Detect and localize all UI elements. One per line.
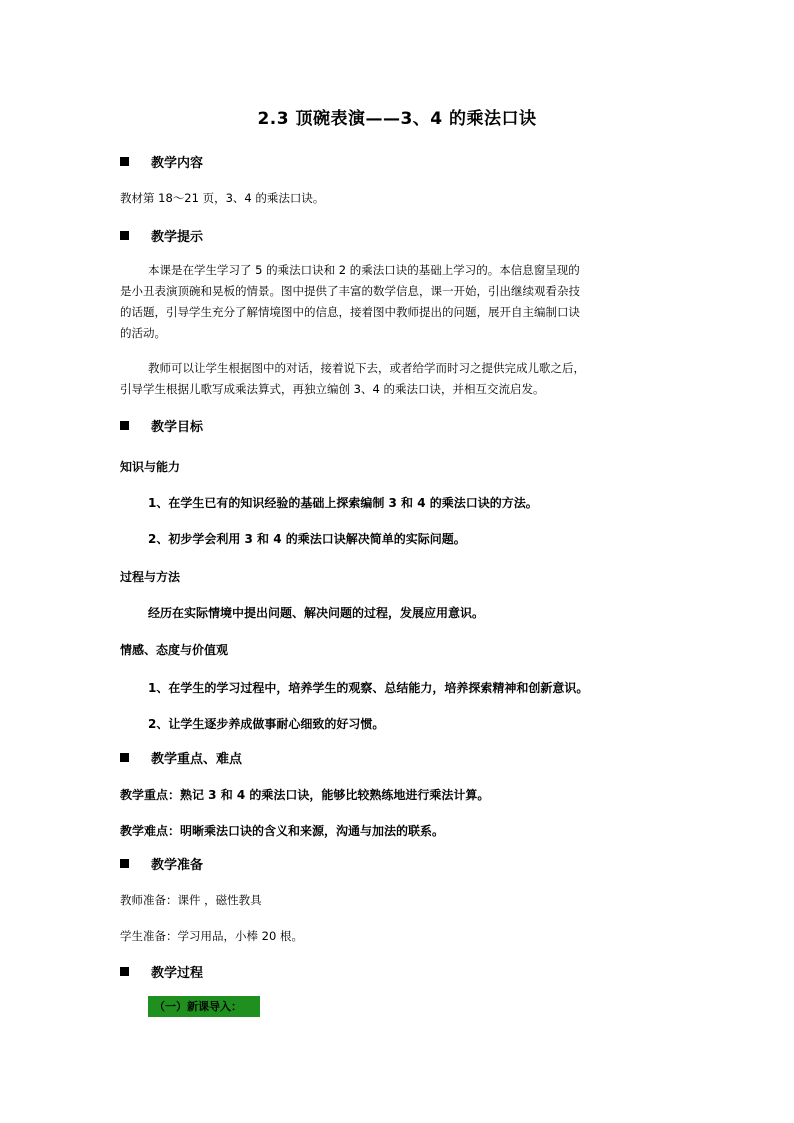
heading-hint xyxy=(120,226,203,245)
square-bullet-icon xyxy=(120,231,129,240)
square-bullet-icon xyxy=(120,157,129,166)
hint-paragraph-1-line: 是小丑表演顶碗和晃板的情景。图中提供了丰富的数学信息，课一开始，引出继续观看杂技 xyxy=(120,284,580,298)
heading-prep xyxy=(120,854,203,873)
goal-knowledge-item: 2、初步学会利用 3 和 4 的乘法口诀解决简单的实际问题。 xyxy=(148,532,466,546)
hint-paragraph-2-line: 引导学生根据儿歌写成乘法算式，再独立编创 3、4 的乘法口诀，并相互交流启发。 xyxy=(120,382,545,396)
hint-paragraph-2-line: 教师可以让学生根据图中的对话，接着说下去，或者给学而时习之提供完成儿歌之后， xyxy=(148,361,585,375)
heading-label: 教学重点、难点 xyxy=(151,752,243,767)
heading-process xyxy=(120,962,203,981)
keypoint-focus: 教学重点：熟记 3 和 4 的乘法口诀，能够比较熟练地进行乘法计算。 xyxy=(120,788,490,802)
goal-knowledge-item: 1、在学生已有的知识经验的基础上探索编制 3 和 4 的乘法口诀的方法。 xyxy=(148,496,538,510)
heading-goals xyxy=(120,416,203,435)
square-bullet-icon xyxy=(120,859,129,868)
heading-content xyxy=(120,152,203,171)
heading-label: 教学目标 xyxy=(151,420,204,435)
hint-paragraph-1-line: 本课是在学生学习了 5 的乘法口诀和 2 的乘法口诀的基础上学习的。本信息窗呈现的 xyxy=(148,263,580,277)
hint-paragraph-1-line: 的话题，引导学生充分了解情境图中的信息，接着图中教师提出的问题，展开自主编制口诀 xyxy=(120,305,580,319)
heading-label: 教学准备 xyxy=(151,858,204,873)
goal-emotion-label: 情感、态度与价值观 xyxy=(120,643,229,657)
content-text: 教材第 18～21 页，3、4 的乘法口诀。 xyxy=(120,191,325,205)
process-step-1-highlight: （一）新课导入： xyxy=(148,996,260,1017)
prep-student: 学生准备：学习用品，小棒 20 根。 xyxy=(120,929,303,943)
goal-process-item: 经历在实际情境中提出问题、解决问题的过程，发展应用意识。 xyxy=(148,606,485,620)
heading-label: 教学过程 xyxy=(151,966,204,981)
heading-label: 教学内容 xyxy=(151,156,204,171)
heading-label: 教学提示 xyxy=(151,230,204,245)
keypoint-difficulty: 教学难点：明晰乘法口诀的含义和来源，沟通与加法的联系。 xyxy=(120,824,445,838)
page-title: 2.3 顶碗表演——3、4 的乘法口诀 xyxy=(257,109,537,129)
goal-emotion-item: 1、在学生的学习过程中，培养学生的观察、总结能力，培养探索精神和创新意识。 xyxy=(148,681,589,695)
heading-keypoints xyxy=(120,748,242,767)
prep-teacher: 教师准备：课件 ，磁性教具 xyxy=(120,893,262,907)
goal-process-label: 过程与方法 xyxy=(120,570,181,584)
goal-emotion-item: 2、让学生逐步养成做事耐心细致的好习惯。 xyxy=(148,717,385,731)
hint-paragraph-1-line: 的活动。 xyxy=(120,326,166,340)
goal-knowledge-label: 知识与能力 xyxy=(120,460,181,474)
square-bullet-icon xyxy=(120,753,129,762)
square-bullet-icon xyxy=(120,967,129,976)
square-bullet-icon xyxy=(120,421,129,430)
